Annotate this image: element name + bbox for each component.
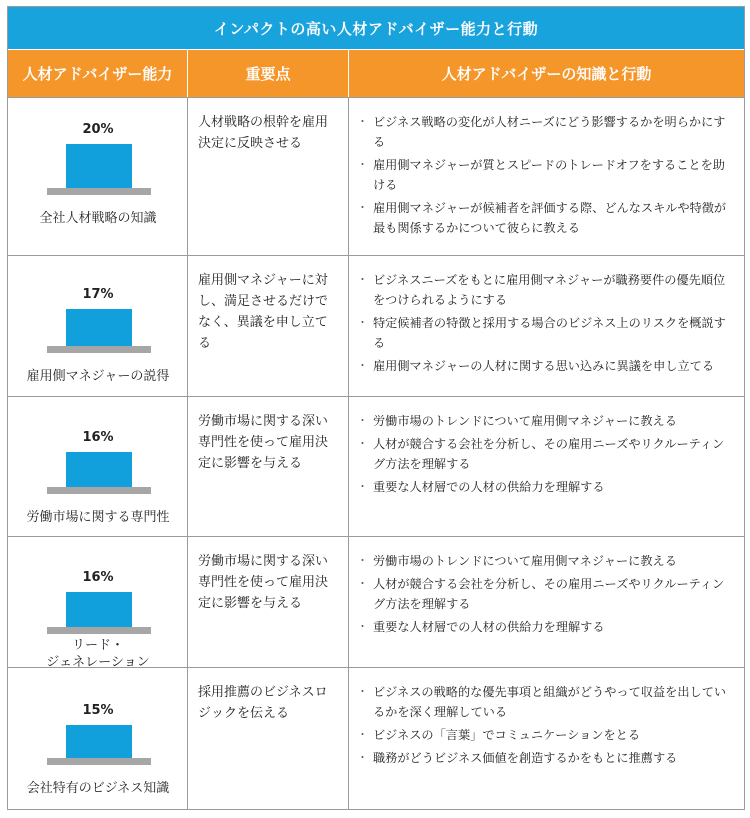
table-row [8, 396, 744, 536]
list-item: ・ 重要な人材層での人材の供給力を理解する [359, 617, 734, 637]
percent-bar [66, 452, 132, 487]
table-title: インパクトの高い人材アドバイザー能力と行動 [8, 7, 744, 49]
importance-cell: 労働市場に関する深い専門性を使って雇用決定に影響を与える [188, 397, 349, 536]
percent-label: 17% [82, 287, 114, 302]
competency-table [7, 6, 745, 810]
importance-cell: 労働市場に関する深い専門性を使って雇用決定に影響を与える [188, 537, 349, 667]
list-item: ・ ビジネスニーズをもとに雇用側マネジャーが職務要件の優先順位をつけられるようにする [359, 270, 734, 310]
list-item: ・ 雇用側マネジャーが候補者を評価する際、どんなスキルや特徴が最も関係するかについて彼らに教える [359, 198, 734, 238]
table-row [8, 97, 744, 255]
table-row [8, 667, 744, 810]
competency-caption: 雇用側マネジャーの説得 [26, 369, 170, 384]
percent-bar [66, 144, 132, 188]
table-row [8, 255, 744, 396]
importance-cell: 雇用側マネジャーに対し、満足させるだけでなく、異議を申し立てる [188, 256, 349, 396]
percent-bar [66, 592, 132, 627]
knowledge-behavior-cell [349, 397, 744, 536]
competency-caption: 労働市場に関する専門性 [26, 510, 170, 525]
competency-cell [8, 397, 188, 536]
header-competency: 人材アドバイザー能力 [8, 50, 188, 97]
list-item: ・ 特定候補者の特徴と採用する場合のビジネス上のリスクを概説する [359, 313, 734, 353]
list-item: ・ ビジネスの戦略的な優先事項と組織がどうやって収益を出しているかを深く理解している [359, 682, 734, 722]
list-item: ・ 雇用側マネジャーが質とスピードのトレードオフをすることを助ける [359, 155, 734, 195]
list-item: ・ 雇用側マネジャーの人材に関する思い込みに異議を申し立てる [359, 356, 734, 376]
bar-base [47, 487, 151, 494]
percent-label: 15% [82, 703, 114, 718]
competency-cell [8, 537, 188, 670]
percent-label: 16% [82, 570, 114, 585]
percent-label: 16% [82, 430, 114, 445]
percent-bar [66, 725, 132, 758]
competency-caption: 全社人材戦略の知識 [39, 211, 157, 226]
bar-base [47, 188, 151, 195]
list-item: ・ 人材が競合する会社を分析し、その雇用ニーズやリクルーティング方法を理解する [359, 574, 734, 614]
list-item: ・ 人材が競合する会社を分析し、その雇用ニーズやリクルーティング方法を理解する [359, 434, 734, 474]
list-item: ・ 労働市場のトレンドについて雇用側マネジャーに教える [359, 551, 734, 571]
importance-cell: 人材戦略の根幹を雇用決定に反映させる [188, 98, 349, 255]
list-item: ・ 職務がどうビジネス価値を創造するかをもとに推薦する [359, 748, 734, 768]
competency-caption: リード・ ジェネレーション [46, 638, 150, 670]
bar-base [47, 627, 151, 634]
list-item: ・ ビジネス戦略の変化が人材ニーズにどう影響するかを明らかにする [359, 112, 734, 152]
knowledge-behavior-cell [349, 256, 744, 396]
percent-label: 20% [82, 122, 114, 137]
importance-cell: 採用推薦のビジネスロジックを伝える [188, 668, 349, 810]
bar-base [47, 758, 151, 765]
header-row [8, 49, 744, 97]
header-knowledge-behavior: 人材アドバイザーの知識と行動 [441, 65, 652, 83]
competency-cell [8, 668, 188, 810]
knowledge-behavior-cell [349, 98, 744, 255]
list-item: ・ 重要な人材層での人材の供給力を理解する [359, 477, 734, 497]
table-row [8, 536, 744, 670]
bar-base [47, 346, 151, 353]
list-item: ・ 労働市場のトレンドについて雇用側マネジャーに教える [359, 411, 734, 431]
knowledge-behavior-cell [349, 668, 744, 810]
header-importance: 重要点 [188, 50, 349, 97]
competency-cell [8, 256, 188, 396]
list-item: ・ ビジネスの「言葉」でコミュニケーションをとる [359, 725, 734, 745]
table-body [8, 97, 744, 810]
competency-cell [8, 98, 188, 255]
knowledge-behavior-cell [349, 537, 744, 667]
percent-bar [66, 309, 132, 346]
competency-caption: 会社特有のビジネス知識 [26, 781, 170, 796]
